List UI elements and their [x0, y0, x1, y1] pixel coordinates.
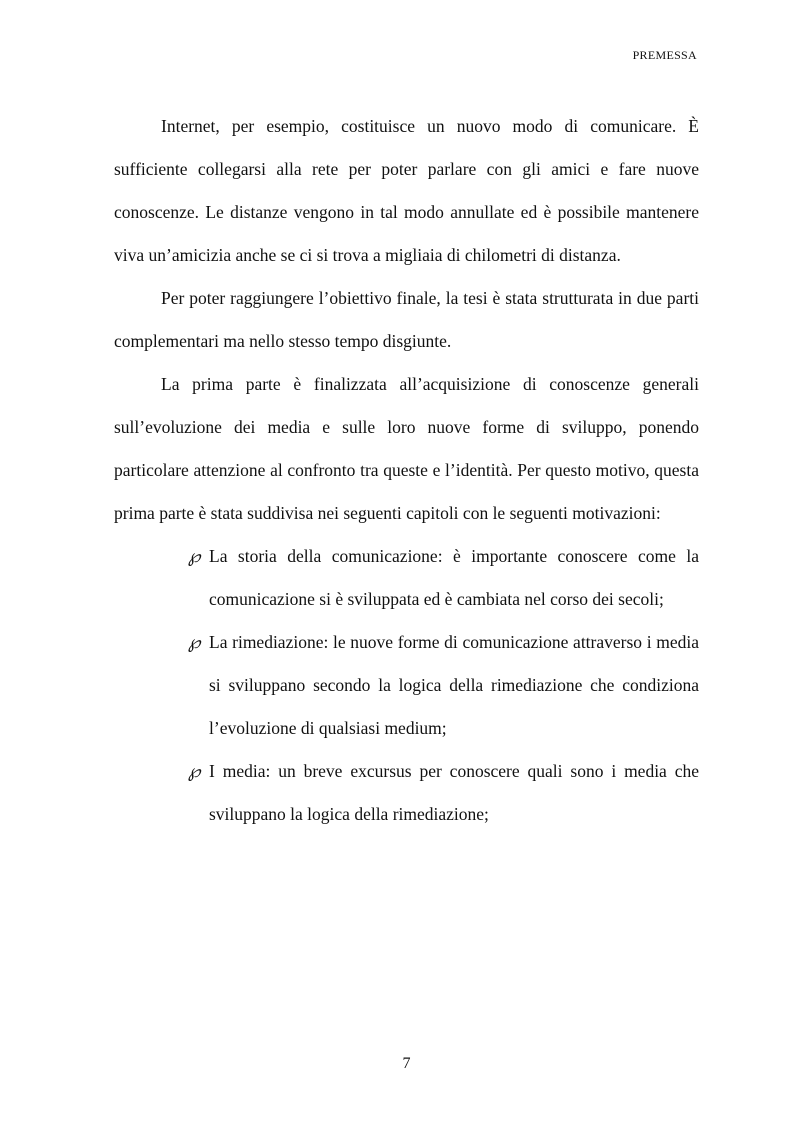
- bullet-icon: ℘: [188, 546, 201, 566]
- bullet-list: [114, 535, 699, 836]
- bullet-icon: ℘: [188, 761, 201, 781]
- paragraph: La prima parte è finalizzata all’acquisizione di conoscenze generali sull’evoluzione dei media e sulle loro nuove forme di sviluppo, ponendo particolare attenzione al confronto tra queste e l’identità. Per questo motivo, questa prima parte è stata suddivisa nei seguenti capitoli con le seguenti motivazioni:: [114, 374, 699, 523]
- list-item-text: La rimediazione: le nuove forme di comunicazione attraverso i media si sviluppano secondo la logica della rimediazione che condiziona l’evoluzione di qualsiasi medium;: [209, 632, 699, 738]
- list-item: [114, 535, 699, 621]
- paragraph: Internet, per esempio, costituisce un nuovo modo di comunicare. È sufficiente collegarsi alla rete per poter parlare con gli amici e fare nuove conoscenze. Le distanze vengono in tal modo annullate ed è possibile mantenere viva un’amicizia anche se ci si trova a migliaia di chilometri di distanza.: [114, 116, 699, 265]
- list-item-text: I media: un breve excursus per conoscere quali sono i media che sviluppano la logica della rimediazione;: [209, 761, 699, 824]
- list-item-text: La storia della comunicazione: è importante conoscere come la comunicazione si è sviluppata ed è cambiata nel corso dei secoli;: [209, 546, 699, 609]
- running-header: PREMESSA: [632, 48, 697, 62]
- page-number: 7: [402, 1055, 411, 1072]
- list-item: [114, 750, 699, 836]
- bullet-icon: ℘: [188, 632, 201, 652]
- body-text: [114, 105, 699, 836]
- paragraph: Per poter raggiungere l’obiettivo finale, la tesi è stata strutturata in due parti complementari ma nello stesso tempo disgiunte.: [114, 288, 699, 351]
- list-item: [114, 621, 699, 750]
